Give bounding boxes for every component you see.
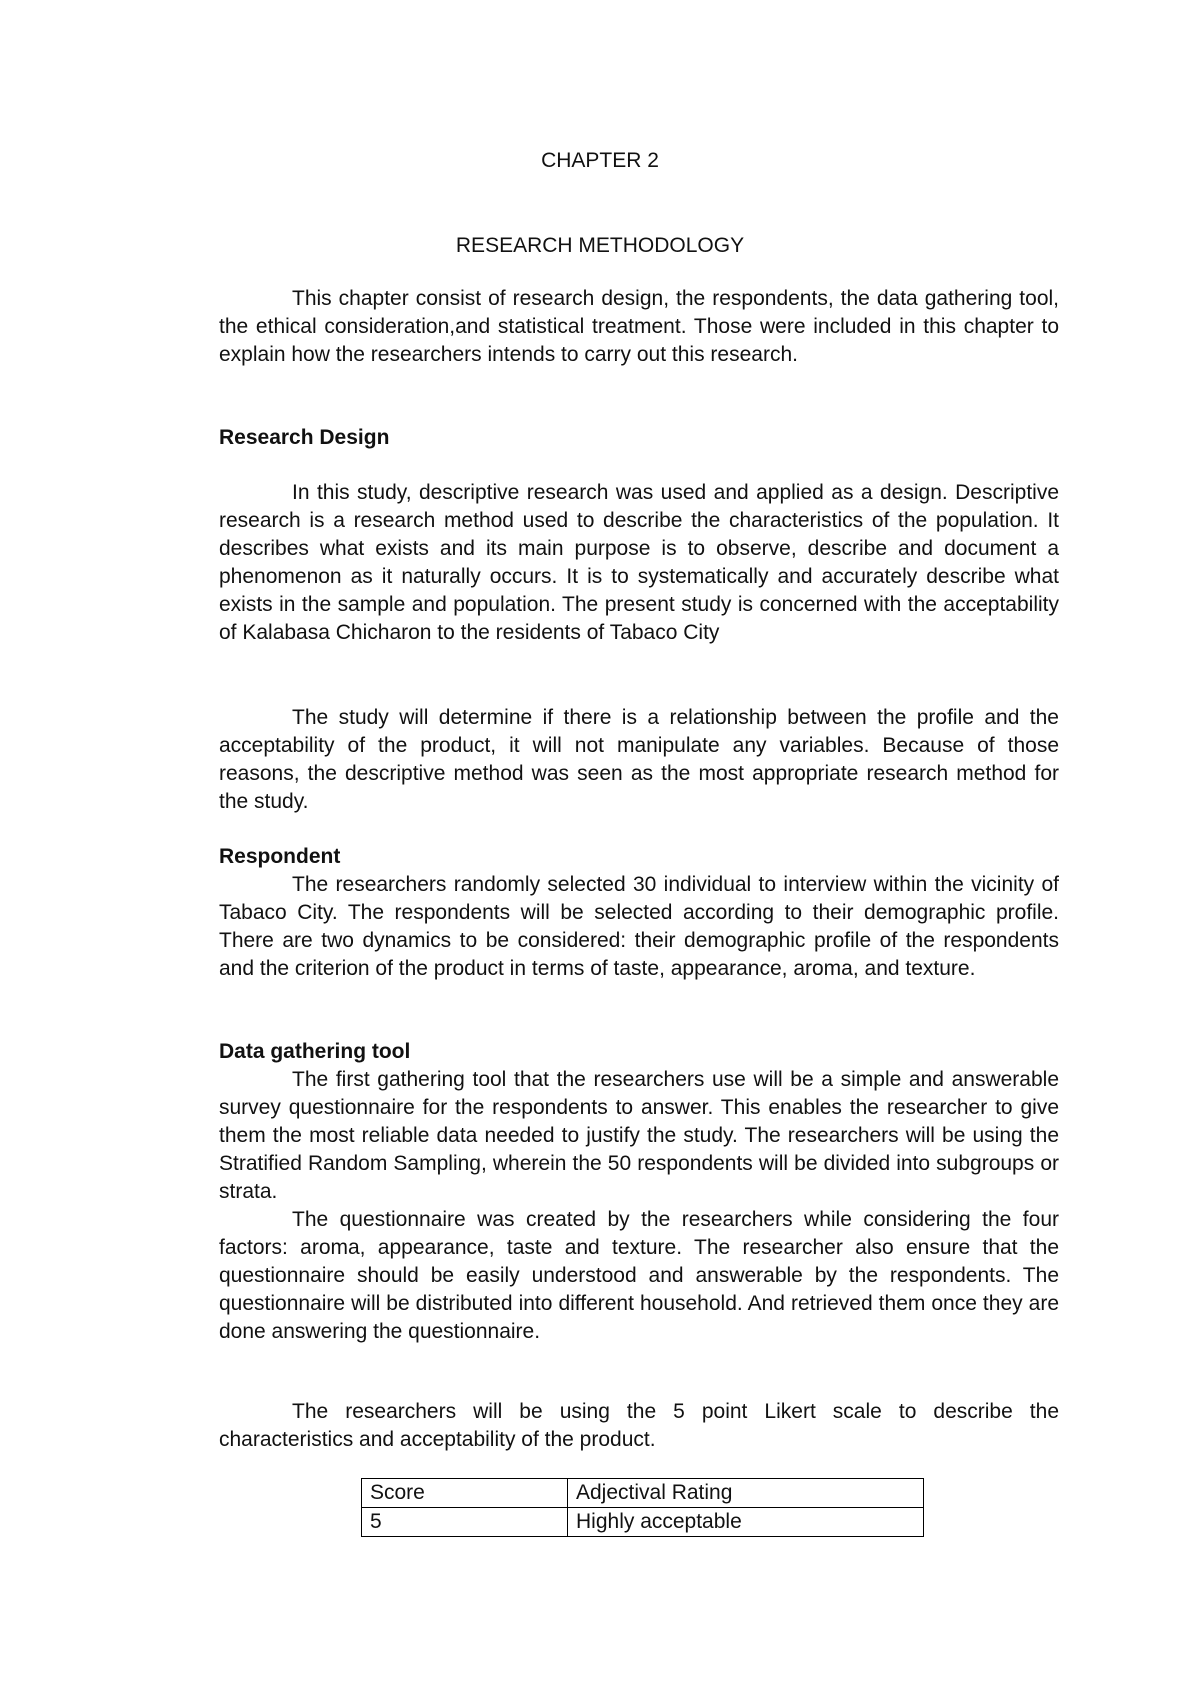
table-header-cell: Score bbox=[362, 1479, 568, 1508]
research-design-paragraph-2: The study will determine if there is a relationship between the profile and the acceptability of the product, it will not manipulate any variables. Because of those reasons, the descriptive method was seen as the most appropriate research method for the study. bbox=[219, 706, 1059, 813]
table-row bbox=[362, 1508, 924, 1537]
research-design-paragraph-1: In this study, descriptive research was used and applied as a design. Descriptive research is a research method used to describe the characteristics of the population. It describes what exists and its main purpose is to observe, describe and document a phenomenon as it naturally occurs. It is to systematically and accurately describe what exists in the sample and population. The present study is concerned with the acceptability of Kalabasa Chicharon to the residents of Tabaco City bbox=[219, 481, 1059, 644]
likert-rating-table bbox=[361, 1478, 924, 1537]
respondent-paragraph: The researchers randomly selected 30 individual to interview within the vicinity of Tabaco City. The respondents will be selected according to their demographic profile. There are two dynamics to be considered: their demographic profile of the respondents and the criterion of the product in terms of taste, appearance, aroma, and texture. bbox=[219, 873, 1059, 980]
data-gathering-paragraph-3: The researchers will be using the 5 point Likert scale to describe the characteristics and acceptability of the product. bbox=[219, 1400, 1059, 1451]
data-gathering-heading: Data gathering tool bbox=[219, 1040, 411, 1063]
table-header-cell: Adjectival Rating bbox=[568, 1479, 924, 1508]
chapter-label: CHAPTER 2 bbox=[541, 149, 659, 172]
intro-paragraph: This chapter consist of research design, the respondents, the data gathering tool, the ethical consideration,and statistical treatment. Those were included in this chapter to explain how the researchers intends to carry out this research. bbox=[219, 287, 1059, 366]
respondent-heading: Respondent bbox=[219, 845, 341, 868]
table-cell: 5 bbox=[362, 1508, 568, 1537]
research-design-heading: Research Design bbox=[219, 426, 390, 449]
table-cell: Highly acceptable bbox=[568, 1508, 924, 1537]
data-gathering-paragraph-1: The first gathering tool that the researchers use will be a simple and answerable survey questionnaire for the respondents to answer. This enables the researcher to give them the most reliable data needed to justify the study. The researchers will be using the Stratified Random Sampling, wherein the 50 respondents will be divided into subgroups or strata. bbox=[219, 1068, 1059, 1203]
data-gathering-paragraph-2: The questionnaire was created by the researchers while considering the four factors: aroma, appearance, taste and texture. The researcher also ensure that the questionnaire should be easily understood and answerable by the respondents. The questionnaire will be distributed into different household. And retrieved them once they are done answering the questionnaire. bbox=[219, 1208, 1059, 1343]
table-header-row bbox=[362, 1479, 924, 1508]
chapter-title: RESEARCH METHODOLOGY bbox=[455, 234, 745, 257]
